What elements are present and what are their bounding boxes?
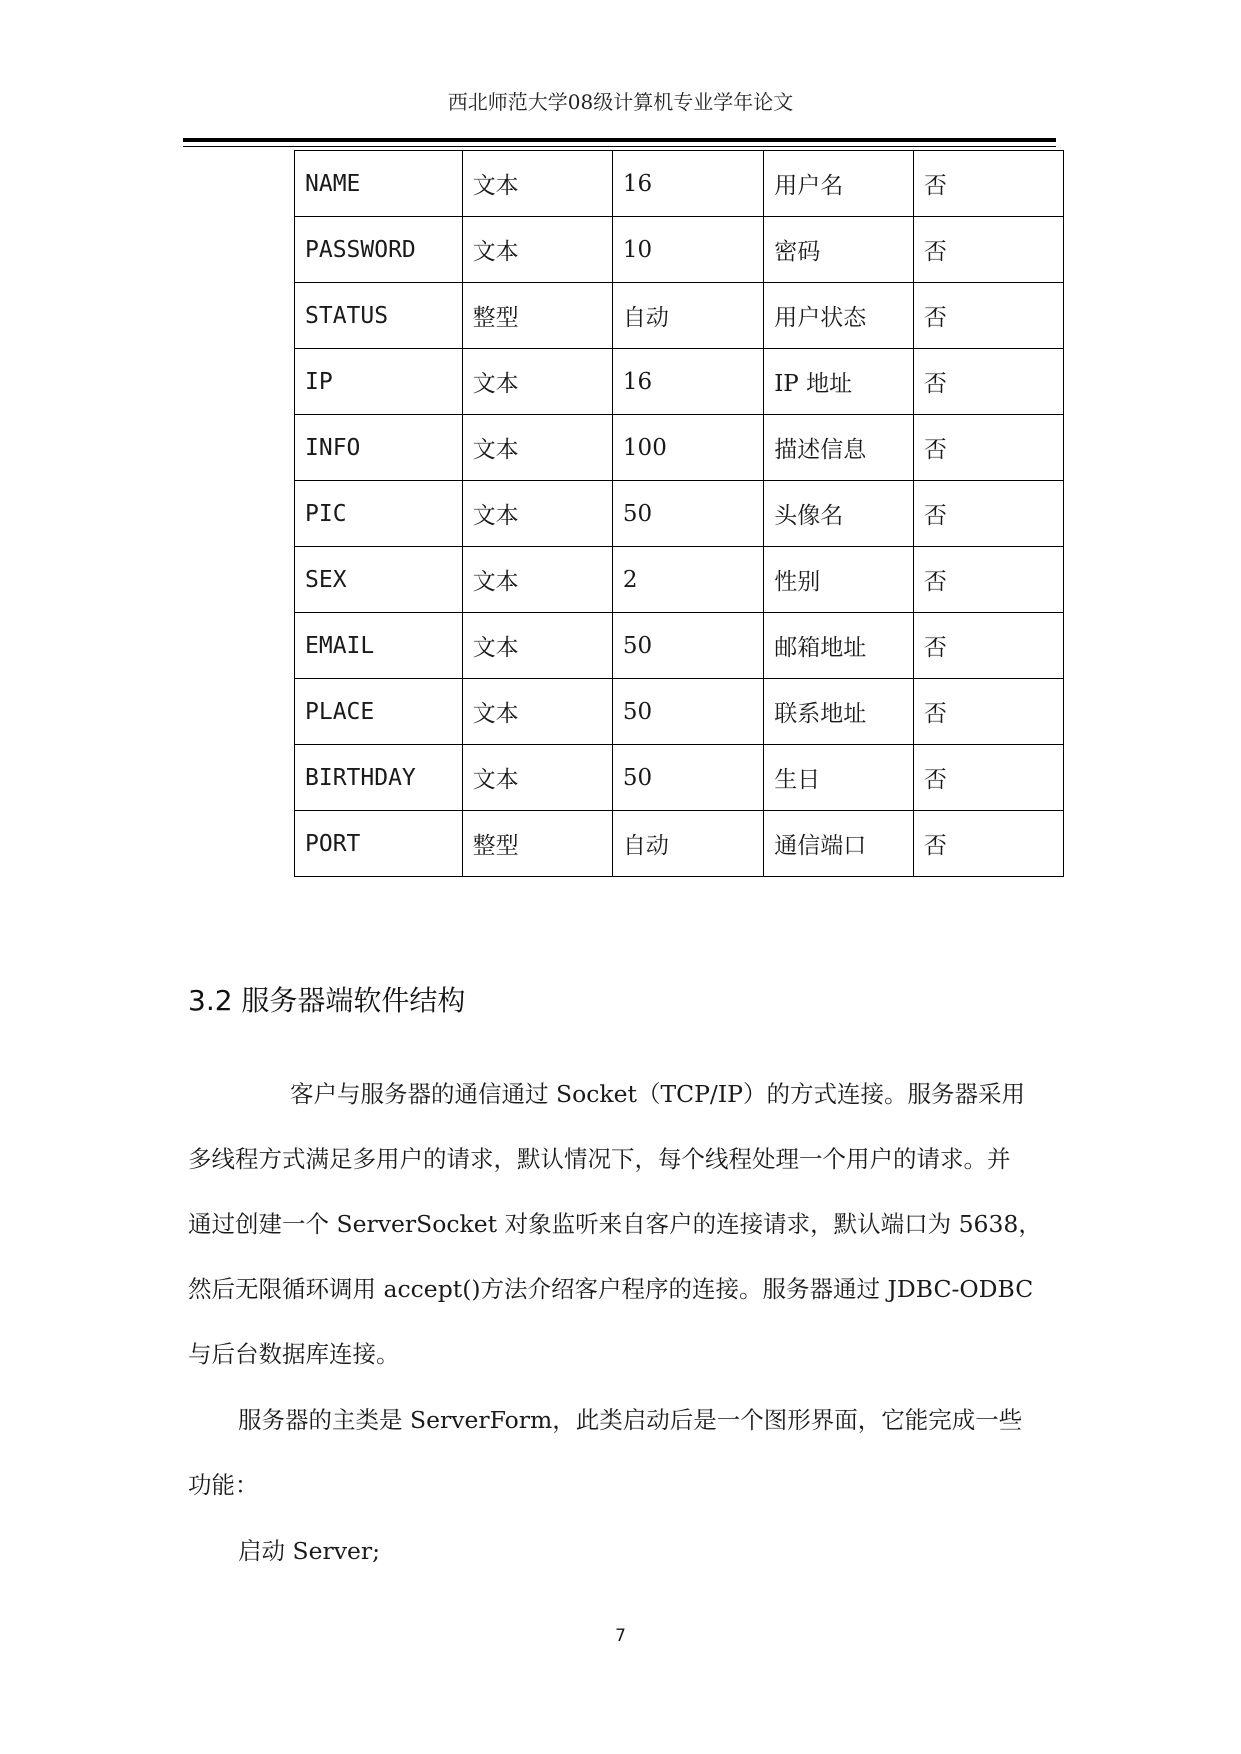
paragraph-2-line-2: 功能： <box>188 1471 259 1499</box>
field-type-cell: 文本 <box>462 481 612 547</box>
field-length-cell: 50 <box>612 613 763 679</box>
field-description-cell: 头像名 <box>764 481 914 547</box>
field-length-cell: 10 <box>612 217 763 283</box>
field-nullable-cell: 否 <box>913 547 1063 613</box>
field-length-cell: 自动 <box>612 811 763 877</box>
field-type-cell: 文本 <box>462 151 612 217</box>
field-length-cell: 16 <box>612 151 763 217</box>
table-row <box>295 679 1064 745</box>
field-nullable-cell: 否 <box>913 283 1063 349</box>
table-row <box>295 547 1064 613</box>
field-description-cell: 生日 <box>764 745 914 811</box>
paragraph-1-line-3: 通过创建一个 ServerSocket 对象监听来自客户的连接请求，默认端口为 5638， <box>188 1210 1042 1238</box>
paragraph-1-line-5: 与后台数据库连接。 <box>188 1340 400 1368</box>
field-name-cell: EMAIL <box>295 613 463 679</box>
field-length-cell: 50 <box>612 745 763 811</box>
field-type-cell: 整型 <box>462 283 612 349</box>
field-nullable-cell: 否 <box>913 811 1063 877</box>
field-type-cell: 文本 <box>462 547 612 613</box>
field-type-cell: 文本 <box>462 349 612 415</box>
field-description-cell: 性别 <box>764 547 914 613</box>
table-row <box>295 613 1064 679</box>
field-description-cell: 用户名 <box>764 151 914 217</box>
field-name-cell: INFO <box>295 415 463 481</box>
table-row <box>295 481 1064 547</box>
field-name-cell: PLACE <box>295 679 463 745</box>
page-header: 西北师范大学08级计算机专业学年论文 <box>447 90 794 114</box>
paragraph-1-line-1: 客户与服务器的通信通过 Socket（TCP/IP）的方式连接。服务器采用 <box>290 1080 1025 1108</box>
table-row <box>295 415 1064 481</box>
table-row <box>295 217 1064 283</box>
field-length-cell: 16 <box>612 349 763 415</box>
field-type-cell: 文本 <box>462 679 612 745</box>
field-description-cell: 描述信息 <box>764 415 914 481</box>
field-length-cell: 2 <box>612 547 763 613</box>
field-name-cell: BIRTHDAY <box>295 745 463 811</box>
table-row <box>295 811 1064 877</box>
field-nullable-cell: 否 <box>913 349 1063 415</box>
paragraph-1-line-2: 多线程方式满足多用户的请求，默认情况下，每个线程处理一个用户的请求。并 <box>188 1145 1011 1173</box>
field-type-cell: 文本 <box>462 613 612 679</box>
page-number: 7 <box>615 1626 626 1646</box>
paragraph-3-line-1: 启动 Server; <box>238 1537 381 1565</box>
field-name-cell: SEX <box>295 547 463 613</box>
field-nullable-cell: 否 <box>913 679 1063 745</box>
field-nullable-cell: 否 <box>913 151 1063 217</box>
field-name-cell: IP <box>295 349 463 415</box>
table-row <box>295 745 1064 811</box>
table-row <box>295 349 1064 415</box>
field-nullable-cell: 否 <box>913 613 1063 679</box>
field-description-cell: 密码 <box>764 217 914 283</box>
field-name-cell: STATUS <box>295 283 463 349</box>
field-nullable-cell: 否 <box>913 415 1063 481</box>
paragraph-2-line-1: 服务器的主类是 ServerForm，此类启动后是一个图形界面，它能完成一些 <box>238 1406 1023 1434</box>
field-nullable-cell: 否 <box>913 745 1063 811</box>
field-name-cell: NAME <box>295 151 463 217</box>
header-rule-thin <box>183 146 1056 147</box>
header-rule-thick <box>183 138 1056 142</box>
field-nullable-cell: 否 <box>913 217 1063 283</box>
paragraph-1-line-4: 然后无限循环调用 accept()方法介绍客户程序的连接。服务器通过 JDBC-ODBC <box>188 1275 1034 1303</box>
field-length-cell: 100 <box>612 415 763 481</box>
field-length-cell: 自动 <box>612 283 763 349</box>
field-type-cell: 文本 <box>462 745 612 811</box>
field-description-cell: 联系地址 <box>764 679 914 745</box>
field-description-cell: 邮箱地址 <box>764 613 914 679</box>
field-name-cell: PASSWORD <box>295 217 463 283</box>
field-name-cell: PIC <box>295 481 463 547</box>
field-description-cell: IP 地址 <box>764 349 914 415</box>
field-nullable-cell: 否 <box>913 481 1063 547</box>
field-length-cell: 50 <box>612 679 763 745</box>
section-heading: 3.2 服务器端软件结构 <box>188 984 466 1017</box>
field-name-cell: PORT <box>295 811 463 877</box>
field-description-cell: 通信端口 <box>764 811 914 877</box>
table-row <box>295 151 1064 217</box>
field-type-cell: 整型 <box>462 811 612 877</box>
field-type-cell: 文本 <box>462 217 612 283</box>
field-definition-table <box>294 150 1064 877</box>
field-length-cell: 50 <box>612 481 763 547</box>
field-description-cell: 用户状态 <box>764 283 914 349</box>
field-type-cell: 文本 <box>462 415 612 481</box>
table-row <box>295 283 1064 349</box>
